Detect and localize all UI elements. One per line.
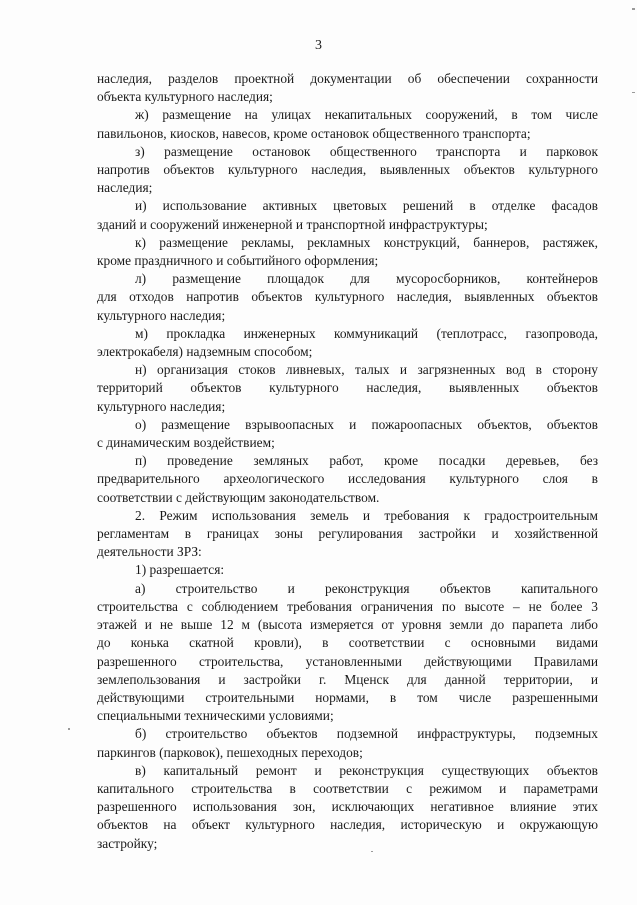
text-line: этажей и не выше 12 м (высота измеряется от уровня земли до парапета либо [97,617,598,633]
text-line: объекта культурного наследия; [97,89,273,105]
text-line: к) размещение рекламы, рекламных конструкций, баннеров, растяжек, [135,234,598,250]
text-line: для отходов напротив объектов культурного наследия, выявленных объектов [97,289,598,305]
text-line: павильонов, киосков, навесов, кроме остановок общественного транспорта; [97,125,531,141]
page-number: 3 [315,38,322,53]
text-line: застройку; [97,835,158,851]
text-line: регламентам в границах зоны регулирования застройки и хозяйственной [97,526,598,542]
text-line: 2. Режим использования земель и требования к градостроительным [135,507,598,523]
paragraph [97,416,598,452]
text-line: зданий и сооружений инженерной и транспортной инфраструктуры; [97,216,488,232]
paragraph [97,70,598,106]
text-line: объектов на объект культурного наследия, историческую и окружающую [97,817,598,833]
scan-edge-mark [632,8,635,10]
scan-edge-mark [632,92,635,93]
text-line: 1) разрешается: [135,562,225,578]
text-line: с динамическим воздействием; [97,435,275,451]
text-line: о) размещение взрывоопасных и пожароопасных объектов, объектов [135,416,598,432]
text-line: кроме праздничного и событийного оформления; [97,253,379,269]
text-line: п) проведение земляных работ, кроме посадки деревьев, без [135,453,598,469]
text-line: паркингов (парковок), пешеходных переходов; [97,744,363,760]
text-line: строительства с соблюдением требования ограничения по высоте – не более 3 [97,598,598,614]
scan-speck [68,728,70,730]
text-line: м) прокладка инженерных коммуникаций (теплотрасс, газопровода, [135,325,598,341]
paragraph [97,197,598,233]
paragraph [97,725,598,761]
text-line: напротив объектов культурного наследия, выявленных объектов культурного [97,162,598,178]
text-line: капитального строительства в соответствии с режимом и параметрами [97,780,598,796]
text-line: н) организация стоков ливневых, талых и загрязненных вод в сторону [135,362,598,378]
text-line: разрешенного использования зон, исключающих негативное влияние этих [97,799,598,815]
text-line: электрокабеля) надземным способом; [97,344,313,360]
text-line: з) размещение остановок общественного транспорта и парковок [135,143,598,159]
text-line: культурного наследия; [97,398,226,414]
text-line: л) размещение площадок для мусоросборников, контейнеров [135,271,598,287]
paragraph [97,234,598,270]
paragraph [97,106,598,142]
paragraph [97,507,598,562]
paragraph [97,561,598,579]
text-line: в) капитальный ремонт и реконструкция существующих объектов [135,762,598,778]
text-line: территорий объектов культурного наследия, выявленных объектов [97,380,598,396]
paragraph [97,325,598,361]
text-line: а) строительство и реконструкция объектов капитального [135,580,598,596]
text-line: предварительного археологического исследования культурного слоя в [97,471,598,487]
text-line: ж) размещение на улицах некапитальных сооружений, в том числе [135,107,598,123]
text-line: б) строительство объектов подземной инфраструктуры, подземных [135,726,598,742]
text-line: наследия; [97,180,153,196]
document-body [97,70,598,853]
text-line: деятельности ЗРЗ: [97,544,202,560]
text-line: соответствии с действующим законодательством. [97,489,380,505]
paragraph [97,762,598,853]
text-line: до конька скатной кровли), в соответствии с основными видами [97,635,598,651]
text-line: разрешенного строительства, установленными действующими Правилами [97,653,598,669]
paragraph [97,452,598,507]
paragraph [97,361,598,416]
text-line: землепользования и застройки г. Мценск для данной территории, и [97,671,598,687]
text-line: наследия, разделов проектной документации об обеспечении сохранности [97,71,598,86]
paragraph [97,270,598,325]
text-line: и) использование активных цветовых решений в отделке фасадов [135,198,598,214]
text-line: культурного наследия; [97,307,226,323]
scan-speck [371,851,373,852]
paragraph [97,580,598,726]
text-line: специальными техническими условиями; [97,708,334,724]
paragraph [97,143,598,198]
text-line: действующими строительными нормами, в том числе разрешенными [97,689,598,705]
